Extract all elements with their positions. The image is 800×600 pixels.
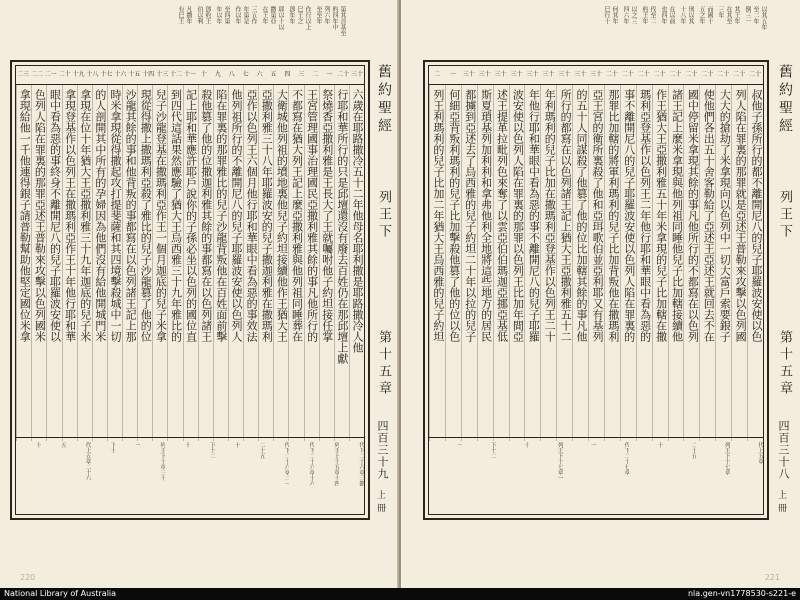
text-column: 祭燒香亞撒利雅是王長大了王就囑咐他子約坦接任掌 bbox=[319, 85, 334, 441]
verse-number: 三十 bbox=[510, 71, 523, 78]
cross-reference: 列王下十七章一 bbox=[556, 442, 563, 481]
cross-reference: 下十二 bbox=[208, 442, 215, 459]
annotation-line: 也四年 bbox=[660, 6, 667, 24]
cross-reference: 二十五 bbox=[258, 442, 265, 459]
verse-number: 二三 bbox=[16, 71, 29, 78]
annotation-line: 第其首基至 bbox=[339, 6, 346, 36]
annotation-line: 至至年 bbox=[315, 6, 322, 24]
text-column: 那罪比加轄的將軍利瑪利的兒子比加背叛他在撒瑪利 bbox=[604, 85, 620, 441]
verse-number: 二十 bbox=[337, 71, 350, 78]
annotation-line: 刑以其 bbox=[687, 6, 694, 24]
annotation-line: 五之年 bbox=[698, 6, 705, 24]
left-side-title bbox=[372, 60, 394, 520]
text-column: 記上耶和華應許耶戶說你的子孫必坐以色列的國位直 bbox=[183, 85, 198, 441]
right-text-columns bbox=[429, 85, 763, 441]
cross-reference: 列王上十五章十四 bbox=[333, 442, 340, 486]
annotation-note bbox=[641, 6, 656, 54]
verse-number: 二十 bbox=[749, 71, 762, 78]
text-column: 色列人陷在罪裏的那罪亞述王普勒來攻擊以色列國米 bbox=[31, 85, 46, 441]
text-column: 事不離開尼八的兒子耶羅波安使以色列人陷在罪裏的 bbox=[620, 85, 636, 441]
annotation-line: 何其年 bbox=[611, 6, 618, 24]
annotation-note bbox=[234, 6, 257, 54]
annotation-note bbox=[261, 6, 284, 54]
verse-number: 二十 bbox=[621, 71, 634, 78]
text-column: 現從得撒上撒瑪利亞殺了雅比的兒子沙龍篡了他的位 bbox=[137, 85, 152, 441]
annotation-line: 伯以利 bbox=[196, 6, 203, 24]
annotation-line: 卽約王 bbox=[204, 6, 211, 24]
annotation-note bbox=[177, 6, 192, 54]
verse-number: 十六 bbox=[114, 71, 127, 78]
text-column: 亞王宮的衛所裏殺了他和亞珥歌伯並亞利耶又有基列 bbox=[588, 85, 604, 441]
archive-footer bbox=[0, 588, 800, 600]
verse-number: 九 bbox=[214, 71, 221, 78]
text-column: 不都寫在猶大列王記上麼亞撒利雅與他列祖同睡葬在 bbox=[288, 85, 303, 441]
annotation-line: 在王年 bbox=[261, 6, 268, 24]
annotation-note bbox=[603, 6, 618, 54]
annotation-line: 其王年 bbox=[733, 6, 740, 24]
cross-reference: 下十二 bbox=[489, 442, 496, 459]
annotation-note bbox=[315, 6, 346, 54]
cross-reference: 十 bbox=[523, 442, 530, 448]
text-column: 國中停留米拿現其餘的事凡他所行的不都寫在以色列 bbox=[683, 85, 699, 441]
annotation-line: 作行以上 bbox=[304, 6, 311, 30]
verse-number: 八 bbox=[228, 71, 235, 78]
volume-label: 上冊 bbox=[776, 490, 786, 516]
text-column: 他列祖所行的不離開尼八的兒子耶羅波安使以色列人 bbox=[228, 85, 243, 441]
annotation-line: 列六年 bbox=[323, 6, 330, 24]
text-column: 陷在罪裏的那罪雅比的兒子沙龍背叛他在百姓面前擊 bbox=[213, 85, 228, 441]
book-chapter: 列王下 bbox=[777, 190, 792, 241]
annotation-line: 十八年 bbox=[679, 6, 686, 24]
verse-number: 一 bbox=[449, 71, 456, 78]
annotation-line: 卽年年 bbox=[288, 6, 295, 24]
text-column: 叔他子孫所行的都不離開尼八的兒子耶羅波安使以色 bbox=[747, 85, 763, 441]
annotation-note bbox=[622, 6, 637, 54]
verse-number: 十三 bbox=[156, 71, 169, 78]
text-column: 沙龍其餘的事和他背叛的事都寫在以色列諸王記上那 bbox=[122, 85, 137, 441]
right-side-title bbox=[773, 60, 795, 520]
corner-number: 220 bbox=[20, 573, 36, 582]
annotation-line: 耶以十以 bbox=[277, 6, 284, 30]
library-credit: National Library of Australia bbox=[4, 589, 117, 598]
verse-number: 二十 bbox=[733, 71, 746, 78]
verse-number: 一 bbox=[326, 71, 333, 78]
verse-number: 三十 bbox=[478, 71, 491, 78]
verse-number: 三十 bbox=[589, 71, 602, 78]
verse-number: 二二 bbox=[30, 71, 43, 78]
verse-number: 二一 bbox=[44, 71, 57, 78]
text-column: 王宮管理國事治理國民亞撒利雅其餘的事凡他所行的 bbox=[304, 85, 319, 441]
cross-reference: 代上五章 bbox=[757, 442, 763, 464]
right-text-frame bbox=[423, 60, 769, 520]
right-page bbox=[401, 0, 800, 588]
right-top-notes bbox=[417, 6, 767, 54]
text-column: 的五十人同謀殺了他篡了他的位比加轄其餘的事凡他 bbox=[572, 85, 588, 441]
text-column: 諸王記上麼米拿現與他列祖同睡他兒子比加轄接續他 bbox=[668, 85, 684, 441]
annotation-line: 倒三一 bbox=[744, 6, 751, 24]
verse-number: 五 bbox=[270, 71, 277, 78]
verse-number: 三十 bbox=[526, 71, 539, 78]
text-column: 眼中看為惡的事終身不離開尼八的兒子耶羅波安使以 bbox=[46, 85, 61, 441]
verse-number: 二十 bbox=[605, 71, 618, 78]
verse-number: 二十 bbox=[637, 71, 650, 78]
right-verse-number-strip bbox=[429, 66, 763, 85]
verse-number: 二十 bbox=[701, 71, 714, 78]
verse-number: 七 bbox=[242, 71, 249, 78]
cross-reference: 代下二十六章十六 bbox=[308, 442, 315, 486]
verse-number: 二 bbox=[312, 71, 319, 78]
cross-reference: 代下二十七章 bbox=[623, 442, 630, 475]
text-column: 列人陷在罪裏的那罪就是亞述王普勒來攻擊以色列國 bbox=[731, 85, 747, 441]
text-column: 年他行耶和華眼中看為惡的事不離開尼八的兒子耶羅 bbox=[524, 85, 540, 441]
annotation-line: 年第是 bbox=[242, 6, 249, 24]
text-column: 到四代這話果然應驗了猶大王烏西雅三十九年雅比的 bbox=[167, 85, 182, 441]
page-number: 四百三十八 bbox=[777, 420, 790, 480]
verse-number: 三十 bbox=[542, 71, 555, 78]
left-verse-number-strip bbox=[16, 66, 364, 85]
verse-number: 六 bbox=[256, 71, 263, 78]
text-column: 述王提革拉毗列色來奪了以雲亞伯伯瑪迦亞挪亞基低 bbox=[493, 85, 509, 441]
cross-reference: 十 bbox=[183, 442, 190, 448]
annotation-line: 年以年 bbox=[215, 6, 222, 24]
annotation-line: 以之三 bbox=[630, 6, 637, 24]
text-column: 都擄到亞述去了烏西雅的兒子約坦二十年以拉的兒子 bbox=[461, 85, 477, 441]
verse-number: 十四 bbox=[142, 71, 155, 78]
annotation-line: 三五作 bbox=[250, 6, 257, 24]
annotation-line: 在以前 bbox=[668, 6, 675, 24]
verse-number: 三十 bbox=[558, 71, 571, 78]
cross-reference: 代上五章二十六 bbox=[84, 442, 91, 481]
text-column: 大衛城他列祖的墳地裏他兒子約坦接續他作王猶大王 bbox=[273, 85, 288, 441]
verse-number: 三十 bbox=[494, 71, 507, 78]
text-column: 使他們各出五十舍客勒給了亞述王亞述王就回去不在 bbox=[699, 85, 715, 441]
verse-number: 十五 bbox=[128, 71, 141, 78]
annotation-line: 至四第 bbox=[223, 6, 230, 24]
verse-number: 二十 bbox=[653, 71, 666, 78]
cross-reference: 十 bbox=[233, 442, 240, 448]
book-chapter: 列王下 bbox=[376, 190, 391, 241]
text-column: 殺他篡了他的位撒迦利雅其餘的事都寫在以色列諸王 bbox=[198, 85, 213, 441]
verse-number: 十八 bbox=[86, 71, 99, 78]
annotation-line: 在其至 bbox=[725, 6, 732, 24]
text-column: 所行的都寫在以色列諸王記上猶大王亞撒利雅五十二 bbox=[556, 85, 572, 441]
verse-number: 三十 bbox=[574, 71, 587, 78]
left-page bbox=[0, 0, 399, 588]
verse-number: 十 bbox=[200, 71, 207, 78]
record-identifier: nla.gen-vn1778530-s221-e bbox=[687, 589, 796, 598]
verse-number: 二十 bbox=[58, 71, 71, 78]
text-column: 的人剖開其中所有的孕婦因為他們沒有給他開城門米 bbox=[92, 85, 107, 441]
chapter-number: 第十五章 bbox=[376, 330, 391, 398]
left-cross-references bbox=[16, 437, 364, 514]
left-text-columns bbox=[16, 85, 364, 441]
verse-number: 四 bbox=[284, 71, 291, 78]
cross-reference: 十 bbox=[656, 442, 663, 448]
annotation-line: 以其五年 bbox=[760, 6, 767, 30]
verse-number: 三十 bbox=[351, 71, 364, 78]
cross-reference: 代下二十六章二一 bbox=[283, 442, 290, 486]
annotation-note bbox=[288, 6, 311, 54]
text-column: 亞作以色列王六個月他行耶和華眼中看為惡的事效法 bbox=[243, 85, 258, 441]
cross-reference: 一 bbox=[134, 442, 141, 448]
annotation-line: 至二年 bbox=[752, 6, 759, 24]
text-column: 亞撒利雅三十八年耶羅波安的兒子撒迦利雅在撒瑪利 bbox=[258, 85, 273, 441]
verse-number: 二十 bbox=[669, 71, 682, 78]
text-column: 斯夏瑣基列加利利和拿弗他利全地將這些地方的居民 bbox=[477, 85, 493, 441]
cross-reference: 五 bbox=[59, 442, 66, 448]
left-text-frame bbox=[10, 60, 370, 520]
text-column: 波安使以色列人陷在罪裏的那罪以色列王比加年間亞 bbox=[509, 85, 525, 441]
text-column: 兒子沙龍登基在撒瑪利亞作王一個月迦底的兒子米拿 bbox=[152, 85, 167, 441]
annotation-note bbox=[717, 6, 740, 54]
annotation-line: 巳行十 bbox=[603, 6, 610, 24]
verse-number: 十二 bbox=[170, 71, 183, 78]
annotation-note bbox=[196, 6, 211, 54]
annotation-line: 作以年 bbox=[234, 6, 241, 24]
cross-reference: 一 bbox=[589, 442, 596, 448]
cross-reference: 二十五 bbox=[690, 442, 697, 459]
annotation-line: 凡撒年 bbox=[185, 6, 192, 24]
annotation-line: 而國十 bbox=[706, 6, 713, 24]
text-column: 拿現給他一千他連得銀子請普勒幫助他堅定國位米拿 bbox=[16, 85, 31, 441]
text-column: 列王利瑪利的兒子比加二年猶大王烏西雅的兒子約坦 bbox=[429, 85, 445, 441]
cross-reference: 代下二十六章三節 bbox=[358, 442, 364, 486]
verse-number: 二十 bbox=[685, 71, 698, 78]
annotation-line: 約王年 bbox=[641, 6, 648, 24]
verse-number: 二 bbox=[433, 71, 440, 78]
cross-reference: 列王下十七章 bbox=[723, 442, 730, 475]
verse-number: 十七 bbox=[100, 71, 113, 78]
page-number: 四百三十九 bbox=[376, 420, 389, 480]
text-column: 何細亞背叛利瑪利的兒子比加擊殺他篡了他的位以色 bbox=[445, 85, 461, 441]
annotation-line: 撒第亞 bbox=[269, 6, 276, 24]
text-column: 行耶和華所行的只是邱壇還沒有廢去百姓仍在那邱壇上獻 bbox=[334, 85, 349, 441]
text-column: 六歲在耶路撒冷五十二年他母名耶利撒是耶路撒冷人他 bbox=[349, 85, 364, 441]
annotation-line: 有巳王 bbox=[177, 6, 184, 24]
verse-number: 十九 bbox=[72, 71, 85, 78]
chapter-number: 第十五章 bbox=[777, 330, 792, 398]
annotation-line: 三年 bbox=[717, 6, 724, 18]
cross-reference: 十 bbox=[34, 442, 41, 448]
book-title: 舊約聖經 bbox=[777, 64, 793, 136]
annotation-note bbox=[215, 6, 230, 54]
cross-reference: 列王下十章三十 bbox=[159, 442, 166, 481]
verse-number: 二十 bbox=[717, 71, 730, 78]
annotation-note bbox=[660, 6, 675, 54]
volume-label: 上冊 bbox=[375, 490, 385, 516]
corner-number: 221 bbox=[764, 573, 780, 582]
annotation-line: 約四年中 bbox=[331, 6, 338, 30]
annotation-note bbox=[744, 6, 767, 54]
annotation-line: 巳王之 bbox=[296, 6, 303, 24]
text-column: 時米拿現從得撒起攻打提斐薩和其四境擊殺城中一切 bbox=[107, 85, 122, 441]
text-column: 大大的搶劫了米拿現向以色列中一切大富戶索要銀子 bbox=[715, 85, 731, 441]
text-column: 瑪利亞登基作以色列王二年他行耶和華眼中看為惡的 bbox=[636, 85, 652, 441]
right-cross-references bbox=[429, 437, 763, 514]
left-top-notes bbox=[46, 6, 346, 54]
verse-number: 三十 bbox=[462, 71, 475, 78]
book-title: 舊約聖經 bbox=[376, 64, 392, 136]
annotation-line: 四六年 bbox=[622, 6, 629, 24]
cross-reference: 下十 bbox=[109, 442, 116, 453]
verse-number: 十一 bbox=[183, 71, 196, 78]
cross-reference: 一 bbox=[456, 442, 463, 448]
text-column: 年利瑪利的兒子比加在撒瑪利亞登基作以色列王二十 bbox=[540, 85, 556, 441]
annotation-line: 伐至二 bbox=[649, 6, 656, 24]
text-column: 作王猶大王亞撒利雅五十年米拿現的兒子比加轄在撒 bbox=[652, 85, 668, 441]
annotation-note bbox=[679, 6, 694, 54]
text-column: 拿現登基作以色列王在撒瑪利亞作王十年他行耶和華 bbox=[62, 85, 77, 441]
verse-number: 三 bbox=[298, 71, 305, 78]
annotation-note bbox=[698, 6, 713, 54]
text-column: 拿現在位十年猶大王亞撒利雅三十九年迦底的兒子米 bbox=[77, 85, 92, 441]
